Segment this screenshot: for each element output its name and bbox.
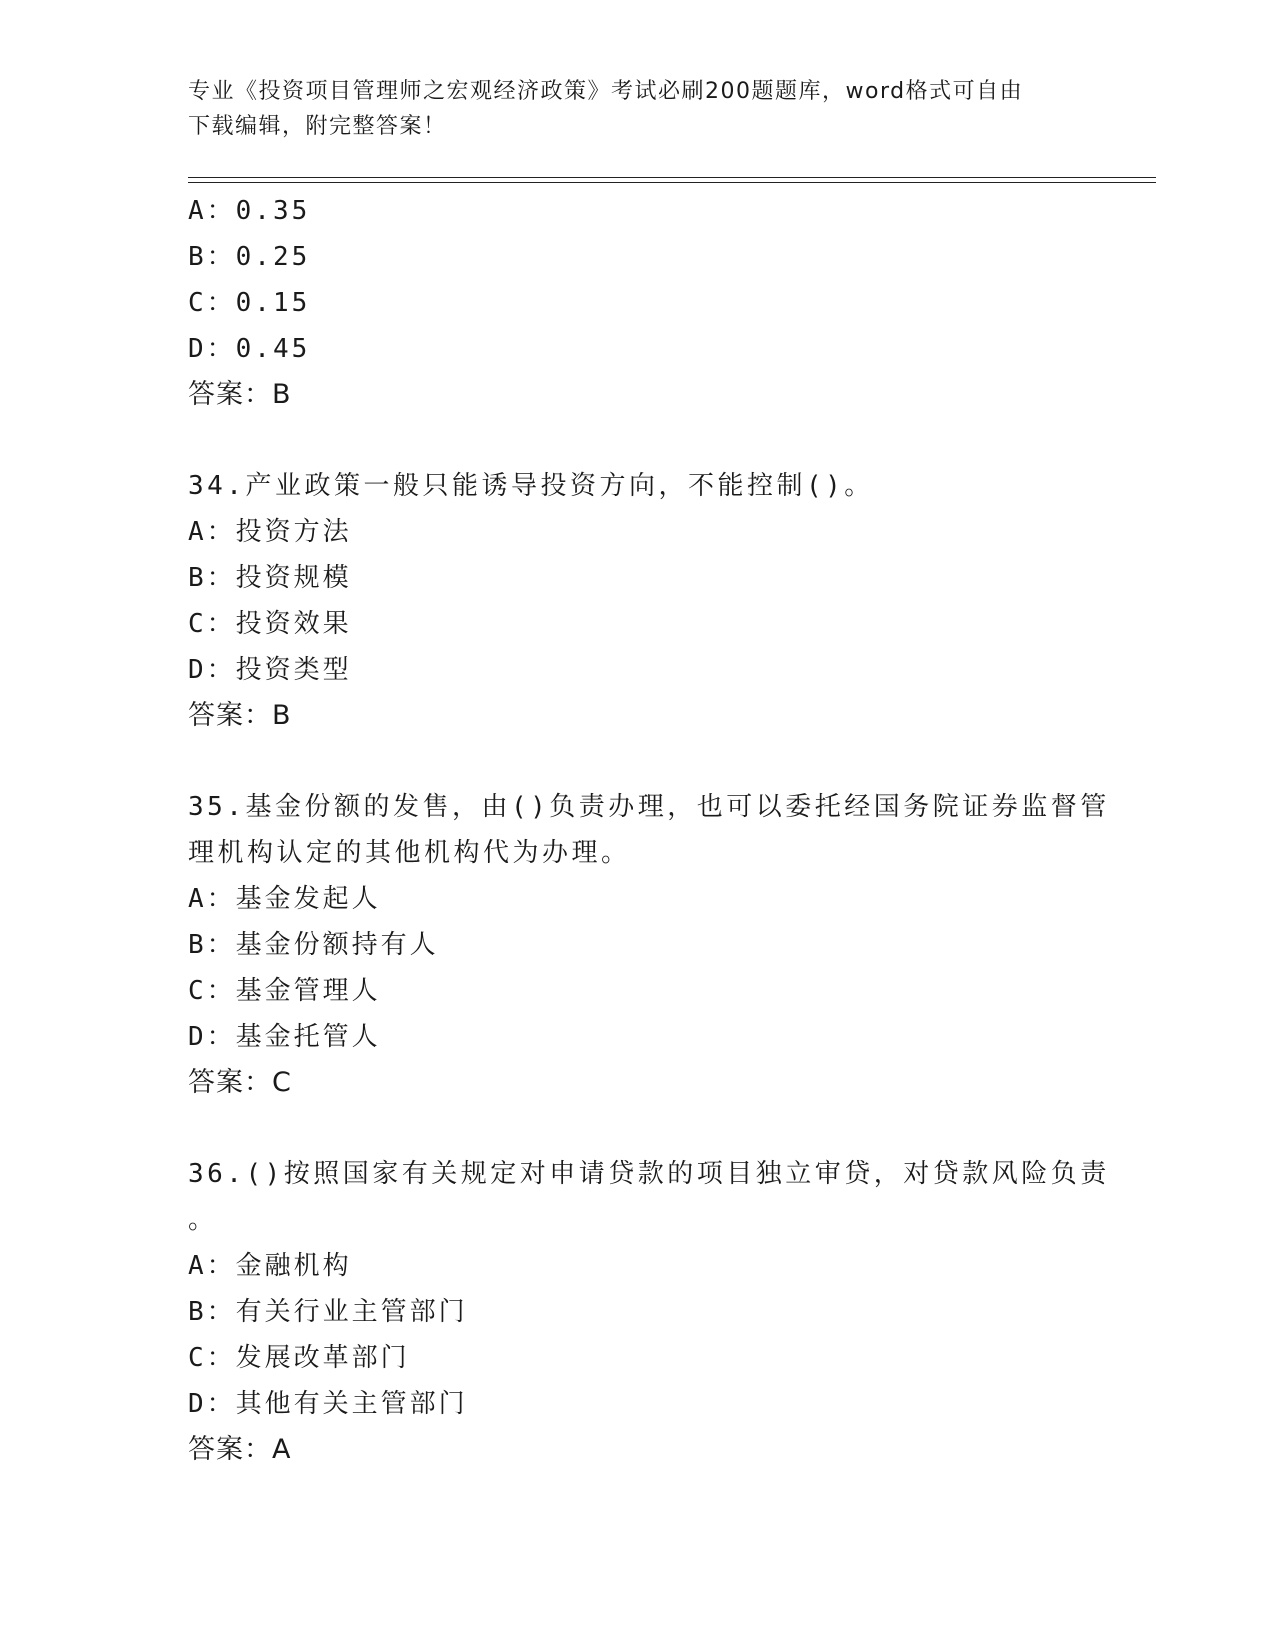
question-36 xyxy=(188,1151,1110,1473)
option-c: C：发展改革部门 xyxy=(188,1343,410,1373)
question-33 xyxy=(188,188,1088,418)
question-stem-line-2: 理机构认定的其他机构代为办理。 xyxy=(188,838,631,868)
option-d: D：0.45 xyxy=(188,334,311,364)
option-c: C：投资效果 xyxy=(188,609,352,639)
answer: 答案：B xyxy=(188,700,292,731)
option-a: A：基金发起人 xyxy=(188,884,381,914)
question-34 xyxy=(188,463,1088,739)
question-gap xyxy=(188,739,1088,784)
header-rule-bottom xyxy=(188,182,1156,183)
option-b: B：投资规模 xyxy=(188,563,352,593)
answer: 答案：C xyxy=(188,1067,292,1098)
answer: 答案：B xyxy=(188,379,292,410)
question-stem-line-1: 35.基金份额的发售，由()负责办理，也可以委托经国务院证券监督管 xyxy=(188,792,1110,822)
question-stem-line-2: 。 xyxy=(188,1205,218,1235)
question-stem: 34.产业政策一般只能诱导投资方向，不能控制()。 xyxy=(188,471,874,501)
option-b: B：基金份额持有人 xyxy=(188,930,439,960)
option-a: A：投资方法 xyxy=(188,517,352,547)
answer: 答案：A xyxy=(188,1434,292,1465)
option-a: A：0.35 xyxy=(188,196,311,226)
header-line-1: 专业《投资项目管理师之宏观经济政策》考试必刷200题题库，word格式可自由 xyxy=(188,79,1024,104)
question-stem-line-1: 36.()按照国家有关规定对申请贷款的项目独立审贷，对贷款风险负责 xyxy=(188,1159,1110,1189)
question-35 xyxy=(188,784,1110,1106)
option-c: C：基金管理人 xyxy=(188,976,381,1006)
option-d: D：投资类型 xyxy=(188,655,352,685)
option-b: B：有关行业主管部门 xyxy=(188,1297,468,1327)
option-b: B：0.25 xyxy=(188,242,311,272)
option-a: A：金融机构 xyxy=(188,1251,352,1281)
option-d: D：基金托管人 xyxy=(188,1022,381,1052)
question-gap xyxy=(188,418,1088,463)
question-list xyxy=(188,188,1110,1473)
option-c: C：0.15 xyxy=(188,288,311,318)
document-header xyxy=(188,74,1068,144)
header-line-2: 下载编辑，附完整答案！ xyxy=(188,114,447,139)
header-rule-top xyxy=(188,177,1156,178)
option-d: D：其他有关主管部门 xyxy=(188,1389,468,1419)
question-gap xyxy=(188,1106,1088,1151)
